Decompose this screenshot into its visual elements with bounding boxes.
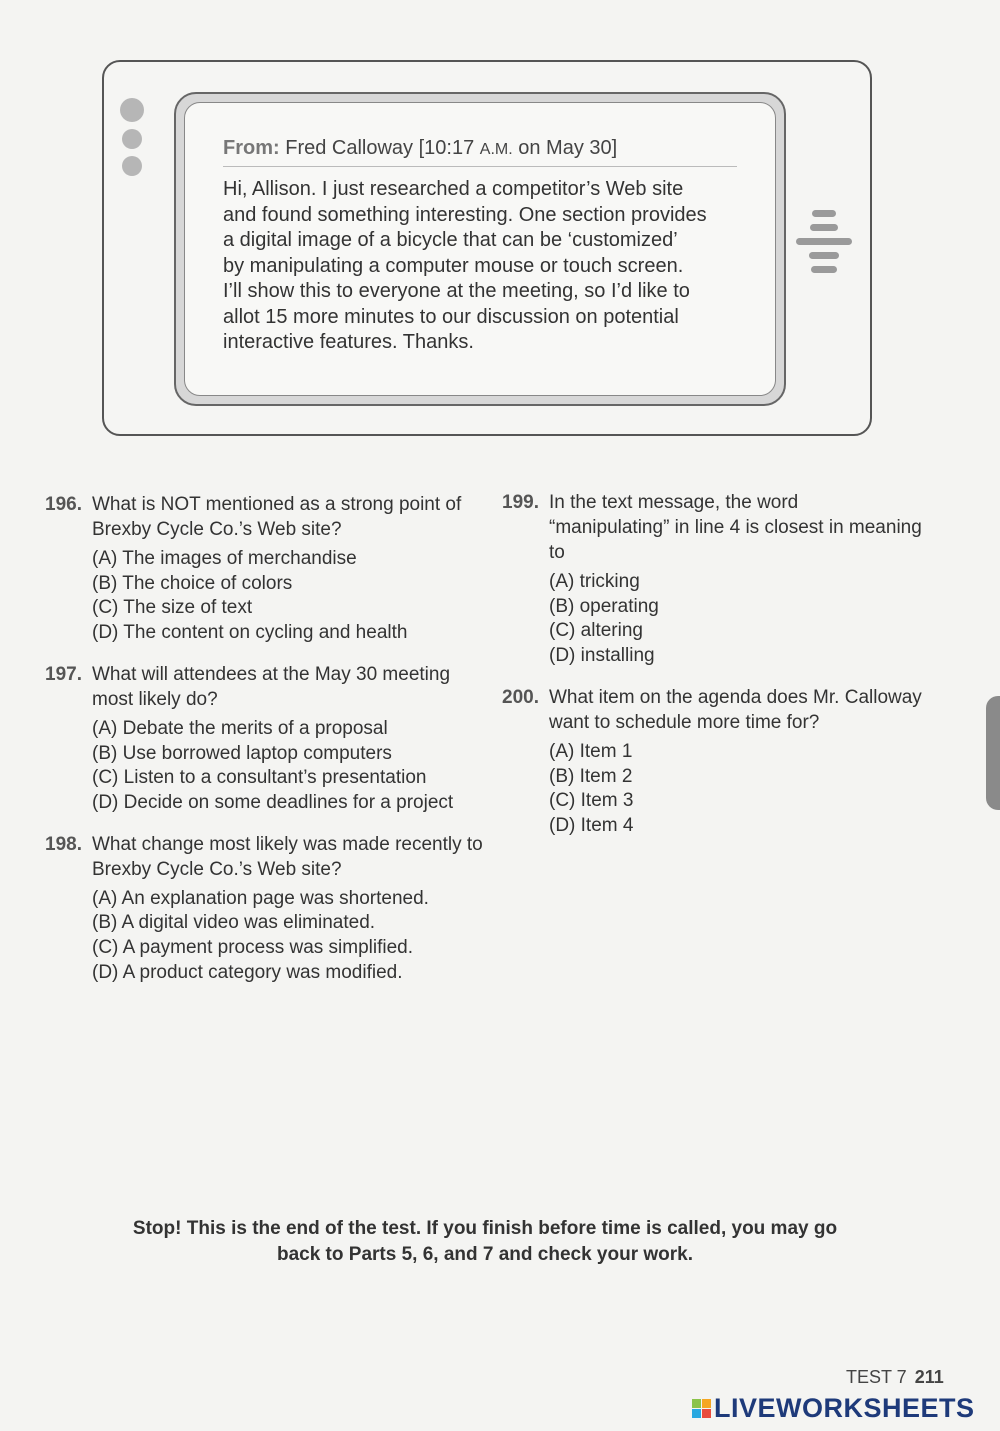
- answer-options: [549, 570, 922, 669]
- answer-options: [92, 887, 485, 986]
- question-text: In the text message, the word “manipulating” in line 4 is closest in meaning to: [549, 492, 922, 563]
- question-200: [502, 685, 922, 839]
- answer-option[interactable]: (A) An explanation page was shortened.: [92, 887, 429, 909]
- liveworksheets-logo: [692, 1393, 975, 1424]
- text-message-panel: [184, 102, 776, 396]
- answer-options: [92, 717, 485, 816]
- page-number: 211: [914, 1367, 944, 1387]
- answer-options: [92, 547, 485, 646]
- answer-option[interactable]: (B) A digital video was eliminated.: [92, 912, 376, 934]
- answer-option[interactable]: (D) The content on cycling and health: [92, 622, 408, 644]
- answer-option[interactable]: (C) The size of text: [92, 597, 253, 619]
- from-name: Fred Calloway [10:17: [285, 137, 475, 159]
- message-line: by manipulating a computer mouse or touch screen.: [223, 254, 684, 277]
- page-number-label: [846, 1367, 944, 1388]
- message-line: interactive features. Thanks.: [223, 331, 474, 353]
- question-number: 200.: [502, 686, 539, 708]
- answer-option[interactable]: (D) Decide on some deadlines for a project: [92, 791, 454, 813]
- answer-option[interactable]: (A) tricking: [549, 571, 640, 592]
- answer-option[interactable]: (C) altering: [549, 620, 643, 642]
- answer-option[interactable]: (B) The choice of colors: [92, 572, 293, 594]
- message-line: and found something interesting. One section provides: [223, 203, 707, 226]
- stop-line: Stop! This is the end of the test. If you finish before time is called, you may go: [132, 1218, 838, 1239]
- answer-option[interactable]: (C) A payment process was simplified.: [92, 937, 414, 959]
- from-label: From:: [223, 137, 280, 159]
- test-label: TEST 7: [846, 1367, 907, 1387]
- answer-option[interactable]: (D) installing: [549, 645, 655, 667]
- question-198: [45, 832, 485, 986]
- message-line: Hi, Allison. I just researched a competitor’s Web site: [223, 178, 684, 200]
- tablet-device-illustration: [102, 60, 872, 436]
- question-199: [502, 490, 922, 669]
- answer-option[interactable]: (A) Debate the merits of a proposal: [92, 717, 388, 739]
- answer-options: [549, 740, 922, 839]
- answer-option[interactable]: (B) operating: [549, 595, 659, 617]
- question-number: 199.: [502, 492, 539, 513]
- answer-option[interactable]: (D) A product category was modified.: [92, 961, 403, 983]
- question-number: 197.: [45, 663, 82, 685]
- stop-line: back to Parts 5, 6, and 7 and check your work.: [276, 1244, 694, 1265]
- message-line: a digital image of a bicycle that can be ‘customized’: [223, 229, 678, 251]
- tablet-dot: [122, 156, 142, 176]
- question-number: 198.: [45, 833, 82, 855]
- answer-option[interactable]: (A) The images of merchandise: [92, 548, 357, 569]
- question-text: What will attendees at the May 30 meeting most likely do?: [92, 663, 451, 710]
- message-date: on May 30]: [518, 137, 618, 159]
- answer-option[interactable]: (A) Item 1: [549, 740, 633, 762]
- message-line: allot 15 more minutes to our discussion on potential: [223, 305, 679, 328]
- tablet-dot: [122, 129, 142, 149]
- message-line: I’ll show this to everyone at the meeting, so I’d like to: [223, 280, 690, 302]
- question-text: What change most likely was made recently to Brexby Cycle Co.’s Web site?: [92, 833, 483, 880]
- question-text: What is NOT mentioned as a strong point of Brexby Cycle Co.’s Web site?: [92, 494, 462, 540]
- question-number: 196.: [45, 494, 82, 515]
- answer-option[interactable]: (D) Item 4: [549, 814, 634, 836]
- message-body: [223, 177, 753, 356]
- answer-option[interactable]: (B) Use borrowed laptop computers: [92, 742, 392, 764]
- tablet-screen: [174, 92, 786, 406]
- logo-text: LIVEWORKSHEETS: [714, 1393, 975, 1423]
- speaker-grille-icon: [796, 210, 852, 280]
- question-196: [45, 492, 485, 646]
- answer-option[interactable]: (C) Listen to a consultant’s presentation: [92, 767, 427, 789]
- questions-right-column: [502, 490, 922, 855]
- questions-left-column: [45, 492, 485, 1001]
- answer-option[interactable]: (B) Item 2: [549, 765, 633, 787]
- tablet-dot: [120, 98, 144, 122]
- question-197: [45, 662, 485, 816]
- answer-option[interactable]: (C) Item 3: [549, 790, 634, 812]
- tablet-dots-decoration: [122, 98, 144, 183]
- time-suffix: A.M.: [479, 141, 513, 158]
- logo-grid-icon: [692, 1399, 711, 1418]
- section-tab-edge: [986, 696, 1000, 810]
- message-from-line: [223, 137, 737, 167]
- stop-notice: [100, 1216, 870, 1268]
- question-text: What item on the agenda does Mr. Calloway want to schedule more time for?: [549, 686, 922, 733]
